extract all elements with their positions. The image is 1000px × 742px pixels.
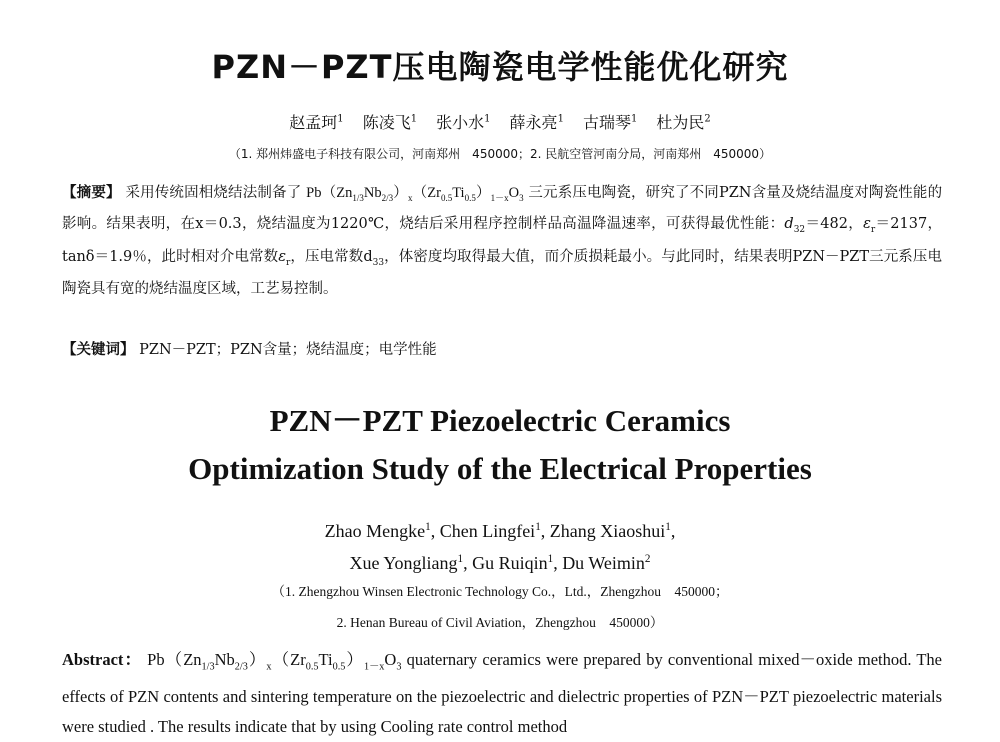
english-affiliation: （1. Zhengzhou Winsen Electronic Technology Co.，Ltd.，Zhengzhou 450000； 2. Henan Bureau of Civil Aviation，Zhengzhou 450000）	[271, 584, 729, 630]
formula-en: $Pb(Zn_{1/3}Nb_{2/3})_x(Zr_{0.5}Ti_{0.5})_{1-x}O_3$	[147, 650, 402, 673]
english-authors: Zhao Mengke$^1$, Chen Lingfei$^1$, Zhang Xiaoshui$^1$, Xue Yongliang$^1$, Gu Ruiqin$^1$, Du Weimin$^2$	[324, 521, 676, 573]
english-title-line-1: PZN－PZT Piezoelectric Ceramics	[269, 403, 731, 438]
author-en: Gu Ruiqin$^1$	[472, 553, 554, 573]
keywords-text-cn: PZN－PZT；PZN含量；烧结温度；电学性能	[139, 342, 437, 358]
author-cn: 薛永亮$^1$	[509, 113, 564, 132]
chinese-keywords	[62, 339, 942, 361]
chinese-affiliation: （1. 郑州炜盛电子科技有限公司，河南郑州 450000；2. 民航空管河南分局，河南郑州 450000）	[228, 147, 772, 161]
author-cn: 赵孟珂$^1$	[289, 113, 344, 132]
formula-cn: $Pb(Zn_{1/3}Nb_{2/3})_x(Zr_{0.5}Ti_{0.5})_{1-x}O_3$	[306, 185, 524, 203]
english-title-line-2: Optimization Study of the Electrical Properties	[188, 451, 812, 486]
abstract-label-cn: 【摘要】	[62, 185, 121, 201]
author-en: Chen Lingfei$^1$	[439, 521, 541, 541]
chinese-title: PZN－PZT压电陶瓷电学性能优化研究	[211, 48, 789, 86]
author-en: Zhao Mengke$^1$	[324, 521, 431, 541]
chinese-authors	[0, 110, 1000, 133]
author-cn: 古瑞琴$^1$	[582, 113, 638, 132]
abstract-label-en: Abstract：	[62, 650, 142, 669]
english-title	[0, 397, 1000, 493]
author-cn: 陈凌飞$^1$	[362, 113, 418, 132]
keywords-label-cn: 【关键词】	[62, 342, 135, 358]
author-cn: 杜为民$^2$	[656, 113, 711, 132]
chinese-abstract: 【摘要】 采用传统固相烧结法制备了 $Pb(Zn_{1/3}Nb_{2/3})_x(Zr_{0.5}Ti_{0.5})_{1-x}O_3$ 三元系压电陶瓷，研究了不同PZN含量及烧结温度对陶瓷性能的影响。结果表明，在x＝0.3，烧结温度为1220℃，烧结后采用程序控制样品高温降温速率，可获得最优性能：$d_{32}=482$，$\varepsilon_r=2137$，tanδ＝1.9％，此时相对介电常数$\varepsilon_r$，压电常数$d_{33}$，体密度均取得最大值，而介质损耗最小。与此同时，结果表明PZN－PZT三元系压电陶瓷具有宽的烧结温度区域，工艺易控制。	[62, 185, 943, 298]
author-en: Xue Yongliang$^1$	[349, 553, 464, 573]
author-en: Du Weimin$^2$	[562, 553, 651, 573]
author-en: Zhang Xiaoshui$^1$	[549, 521, 671, 541]
english-abstract: Abstract： $Pb(Zn_{1/3}Nb_{2/3})_x(Zr_{0.5}Ti_{0.5})_{1-x}O_3$ quaternary ceramics were prepared by conventional mixed－oxide method. The effects of PZN contents and sintering temperature on the piezoelectric and dielectric properties of PZN－PZT piezoelectric materials were studied . The results indicate that by using Cooling rate control method	[62, 650, 943, 737]
author-cn: 张小水$^1$	[436, 113, 491, 132]
